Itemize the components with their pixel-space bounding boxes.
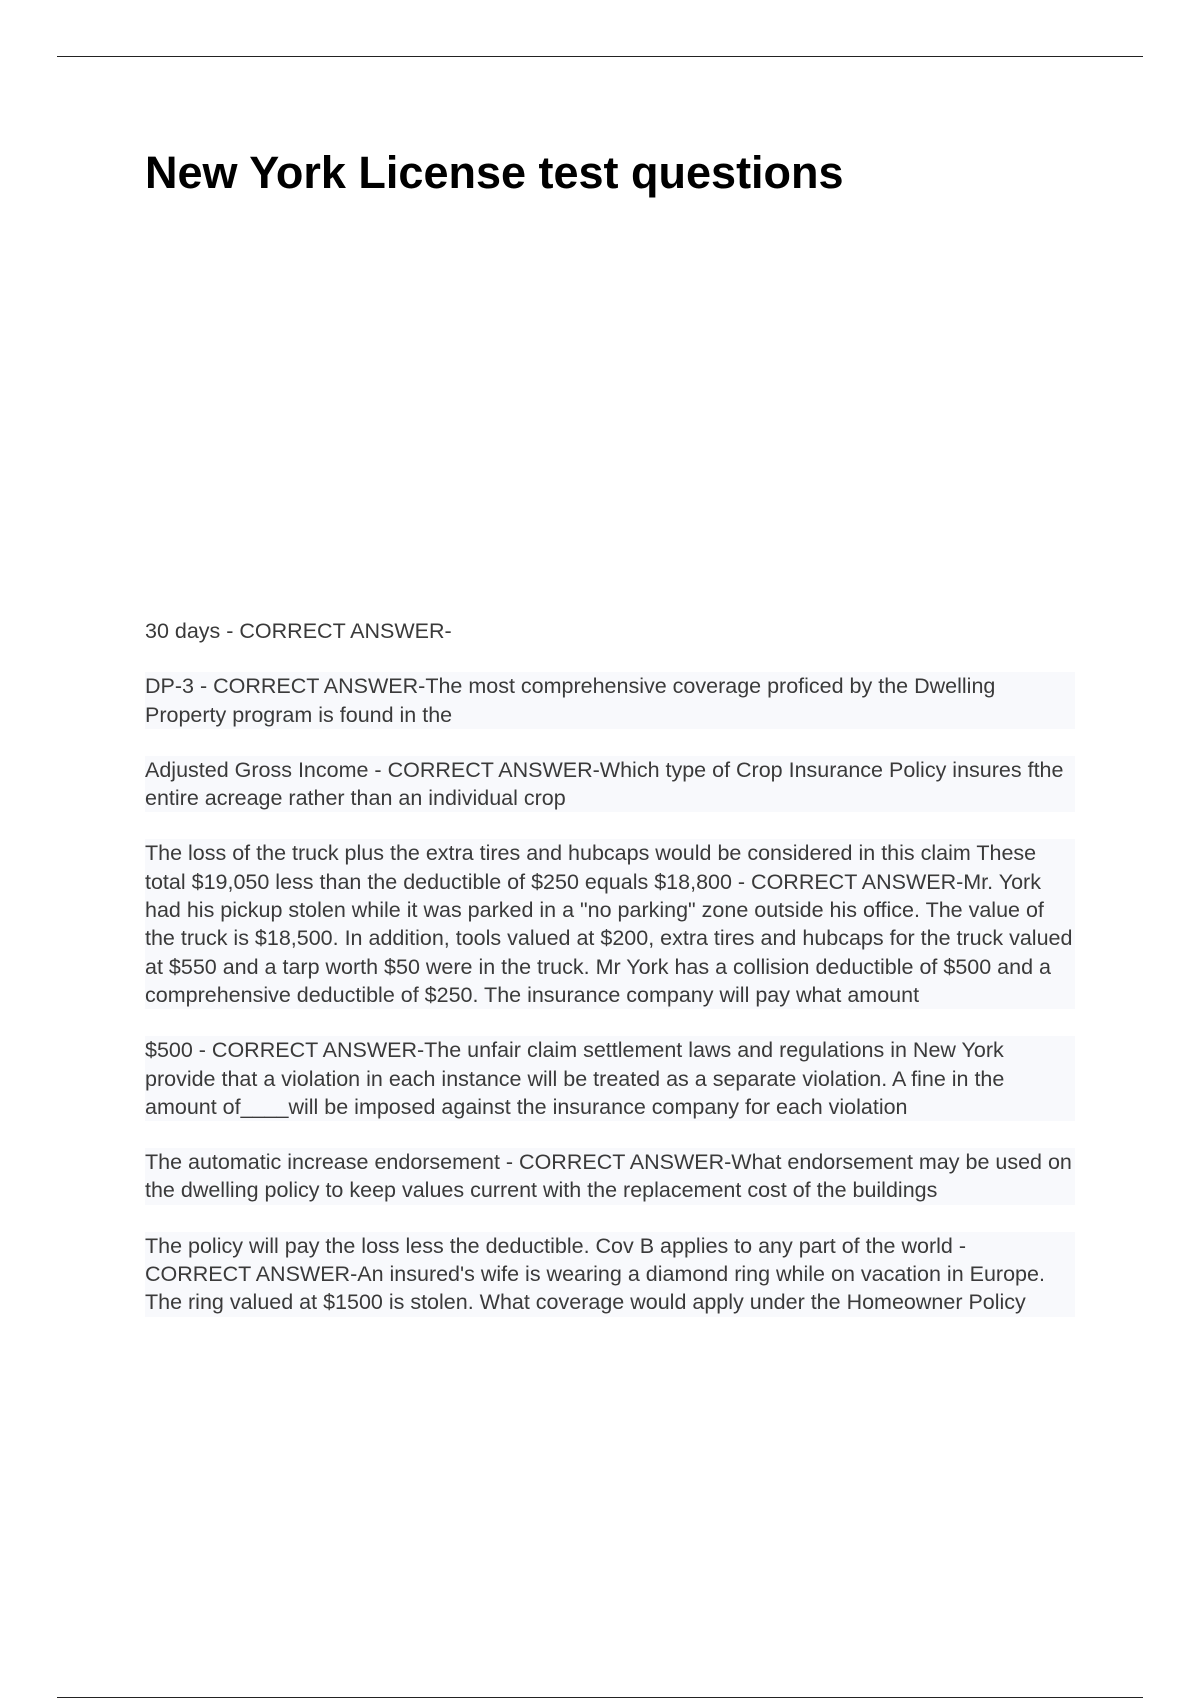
qa-item: The loss of the truck plus the extra tires and hubcaps would be considered in this claim These total $19,050 less than the deductible of $250 equals $18,800 - CORRECT ANSWER-Mr. York had his pickup stolen while it was parked in a "no parking" zone outside his office. The value of the truck is $18,500. In addition, tools valued at $200, extra tires and hubcaps for the truck valued at $550 and a tarp worth $50 were in the truck. Mr York has a collision deductible of $500 and a comprehensive deductible of $250. The insurance company will pay what amount: [145, 839, 1075, 1009]
qa-item: The policy will pay the loss less the deductible. Cov B applies to any part of the world - CORRECT ANSWER-An insured's wife is wearing a diamond ring while on vacation in Europe. The ring valued at $1500 is stolen. What coverage would apply under the Homeowner Policy: [145, 1232, 1075, 1317]
qa-list: [145, 617, 1075, 1344]
qa-item: 30 days - CORRECT ANSWER-: [145, 617, 1075, 645]
bottom-rule: [57, 1697, 1143, 1698]
top-rule: [57, 56, 1143, 57]
qa-item: DP-3 - CORRECT ANSWER-The most comprehensive coverage proficed by the Dwelling Property program is found in the: [145, 672, 1075, 729]
qa-item: The automatic increase endorsement - CORRECT ANSWER-What endorsement may be used on the dwelling policy to keep values current with the replacement cost of the buildings: [145, 1148, 1075, 1205]
qa-item: Adjusted Gross Income - CORRECT ANSWER-Which type of Crop Insurance Policy insures fthe entire acreage rather than an individual crop: [145, 756, 1075, 813]
qa-item: $500 - CORRECT ANSWER-The unfair claim settlement laws and regulations in New York provide that a violation in each instance will be treated as a separate violation. A fine in the amount of____will be imposed against the insurance company for each violation: [145, 1036, 1075, 1121]
page-title: New York License test questions: [145, 147, 844, 198]
